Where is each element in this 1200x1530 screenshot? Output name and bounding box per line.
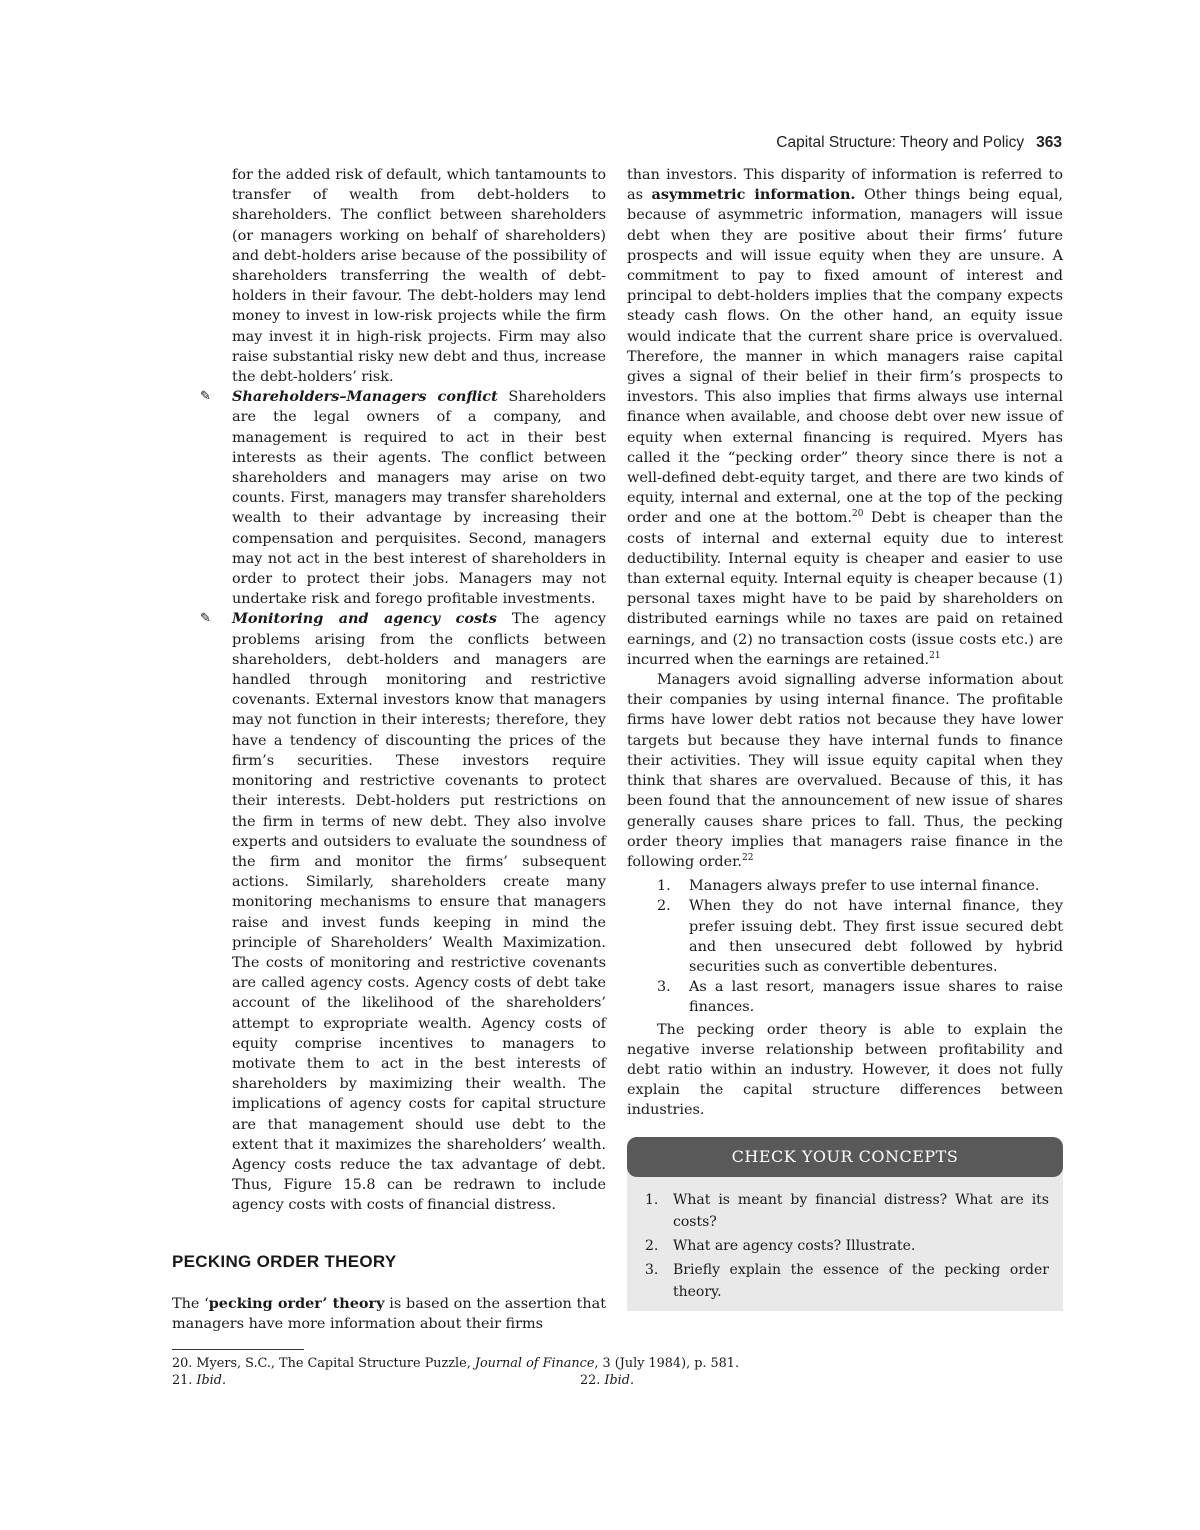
bullet-monitoring-agency-costs: [172, 609, 606, 1215]
text-run: than investors. This disparity of information is referred to as: [627, 167, 1063, 204]
text-run: 22.: [580, 1373, 605, 1388]
list-item: [627, 977, 1063, 1017]
list-item: [627, 1257, 1063, 1303]
signalling-paragraph: [627, 670, 1063, 872]
footnote-20: [172, 1355, 1062, 1372]
list-item: [627, 1233, 1063, 1257]
asymmetric-info-paragraph: [627, 165, 1063, 670]
bullet-heading: Monitoring and agency costs: [232, 610, 497, 628]
list-text: Managers always prefer to use internal finance.: [689, 878, 1040, 895]
text-run: The ‘: [172, 1295, 209, 1312]
footnotes: [172, 1355, 1062, 1389]
list-text: What is meant by financial distress? What are its costs?: [673, 1191, 1049, 1230]
intro-paragraph: for the added risk of default, which tantamounts to transfer of wealth from debt-holders to shareholders. The conflict between shareholders (or managers working on behalf of shareholders) and debt-holders arise because of the possibility of shareholders transferring the wealth of debt-holders in their favour. The debt-holders may lend money to invest in low-risk projects while the firm may invest it in high-risk projects. Firm may also raise substantial risky new debt and thus, increase the debt-holders’ risk.: [232, 167, 606, 386]
bullet-text: Shareholders are the legal owners of a company, and management is required to act in their best interests as their agents. The conflict between shareholders and managers may arise on two counts. First, managers may transfer shareholders wealth to their advantage by increasing their compensation and perquisites. Second, managers may not act in the best interest of shareholders in order to protect their jobs. Managers may not undertake risk and forego profitable investments.: [232, 389, 606, 608]
pencil-icon: ✎: [200, 389, 211, 405]
running-title: Capital Structure: Theory and Policy: [776, 134, 1025, 151]
list-item: [627, 876, 1063, 896]
section-title: PECKING ORDER THEORY: [172, 1251, 397, 1271]
pecking-order-paragraph: [172, 1294, 606, 1334]
text-run: Managers avoid signalling adverse information about their companies by using internal finance. The profitable firms have lower debt ratios not because they have lower targets but because they have internal funds to finance their activities. They will issue equity capital when they think that shares are overvalued. Because of this, it has been found that the announcement of new issue of shares generally causes share prices to fall. Thus, the pecking order theory implies that managers raise finance in the following order.: [627, 672, 1063, 870]
text-run: Other things being equal, because of asymmetric information, managers will issue debt when they are positive about their firms’ future prospects and will issue equity when they are unsure. A commitment to pay to fixed amount of interest and principal to debt-holders implies that the company expects steady cash flows. On the other hand, an equity issue would indicate that the current share price is overvalued. Therefore, the manner in which managers raise capital gives a signal of their belief in their firm’s prospects to investors. This also implies that firms always use internal finance when available, and choose debt over new issue of equity when external financing is required. Myers has called it the “pecking order” theory since there is not a well-defined debt-equity target, and there are two kinds of equity, internal and external, one at the top of the pecking order and one at the bottom.: [627, 187, 1063, 527]
pencil-icon: ✎: [200, 611, 211, 627]
journal-title: Journal of Finance: [474, 1356, 595, 1371]
left-column: [172, 165, 606, 1334]
text-run: Debt is cheaper than the costs of internal and external equity due to interest deductibility. Internal equity is cheaper and easier to use than external equity. Internal equity is cheaper because (1) personal taxes might have to be paid by shareholders on distributed earnings while no taxes are paid on retained earnings, and (2) no transaction costs (issue costs etc.) are incurred when the earnings are retained.: [627, 510, 1063, 668]
page-number: 363: [1036, 134, 1062, 151]
footnote-ref: 20: [851, 509, 864, 520]
right-column: [627, 165, 1063, 1311]
text-run: is based on the assertion that managers have more information about their firms: [172, 1295, 606, 1332]
concepts-list: [627, 1187, 1063, 1303]
footnote-ref: 21: [929, 651, 941, 662]
list-item: [627, 1187, 1063, 1233]
footnote-22: [580, 1372, 634, 1389]
list-text: When they do not have internal finance, they prefer issuing debt. They first issue secured debt and then unsecured debt followed by hybrid securities such as convertible debentures.: [689, 898, 1063, 975]
list-number: 3.: [657, 979, 671, 996]
list-number: 2.: [645, 1237, 659, 1254]
bold-term: pecking order’ theory: [208, 1294, 385, 1312]
bullet-shareholders-managers: [172, 387, 606, 609]
conclusion-paragraph: The pecking order theory is able to explain the negative inverse relationship between profitability and debt ratio within an industry. However, it does not fully explain the capital structure differences between industries.: [627, 1021, 1063, 1119]
list-item: [627, 896, 1063, 977]
ibid-text: Ibid.: [604, 1373, 635, 1388]
text-run: , 3 (July 1984), p. 581.: [594, 1356, 740, 1371]
finance-order-list: [627, 876, 1063, 1017]
running-head: [776, 134, 1062, 152]
list-number: 3.: [645, 1261, 659, 1278]
list-text: Briefly explain the essence of the pecking order theory.: [673, 1261, 1049, 1300]
list-text: What are agency costs? Illustrate.: [673, 1237, 916, 1254]
list-number: 2.: [657, 898, 671, 915]
footnote-row: [172, 1372, 1062, 1389]
list-text: As a last resort, managers issue shares to raise finances.: [689, 979, 1063, 1016]
text-run: 20. Myers, S.C., The Capital Structure Puzzle,: [172, 1356, 475, 1371]
concepts-title: CHECK YOUR CONCEPTS: [627, 1137, 1063, 1177]
list-number: 1.: [657, 878, 671, 895]
bullet-heading: Shareholders–Managers conflict: [232, 388, 498, 406]
list-number: 1.: [645, 1191, 659, 1208]
footnote-ref: 22: [741, 853, 754, 864]
text-run: 21.: [172, 1373, 197, 1388]
ibid-text: Ibid.: [196, 1373, 227, 1388]
check-your-concepts-box: [627, 1137, 1063, 1311]
bullet-text: The agency problems arising from the conflicts between shareholders, debt-holders and managers are handled through monitoring and restrictive covenants. External investors know that managers may not function in their interests; therefore, they have a tendency of discounting the prices of the firm’s securities. These investors require monitoring and restrictive covenants to protect their interests. Debt-holders put restrictions on the firm in terms of new debt. They also involve experts and outsiders to evaluate the soundness of the firm and monitor the firms’ subsequent actions. Similarly, shareholders create many monitoring mechanisms to ensure that managers raise and invest funds keeping in mind the principle of Shareholders’ Wealth Maximization. The costs of monitoring and restrictive covenants are called agency costs. Agency costs of debt take account of the likelihood of the shareholders’ attempt to expropriate wealth. Agency costs of equity comprise incentives to managers to motivate them to act in the best interests of shareholders by maximizing their wealth. The implications of agency costs for capital structure are that management should use debt to the extent that it maximizes the shareholders’ wealth. Agency costs reduce the tax advantage of debt. Thus, Figure 15.8 can be redrawn to include agency costs with costs of financial distress.: [232, 611, 606, 1214]
footnote-divider: [172, 1349, 304, 1350]
footnote-21: [172, 1373, 226, 1388]
bold-term: asymmetric information.: [651, 186, 856, 204]
